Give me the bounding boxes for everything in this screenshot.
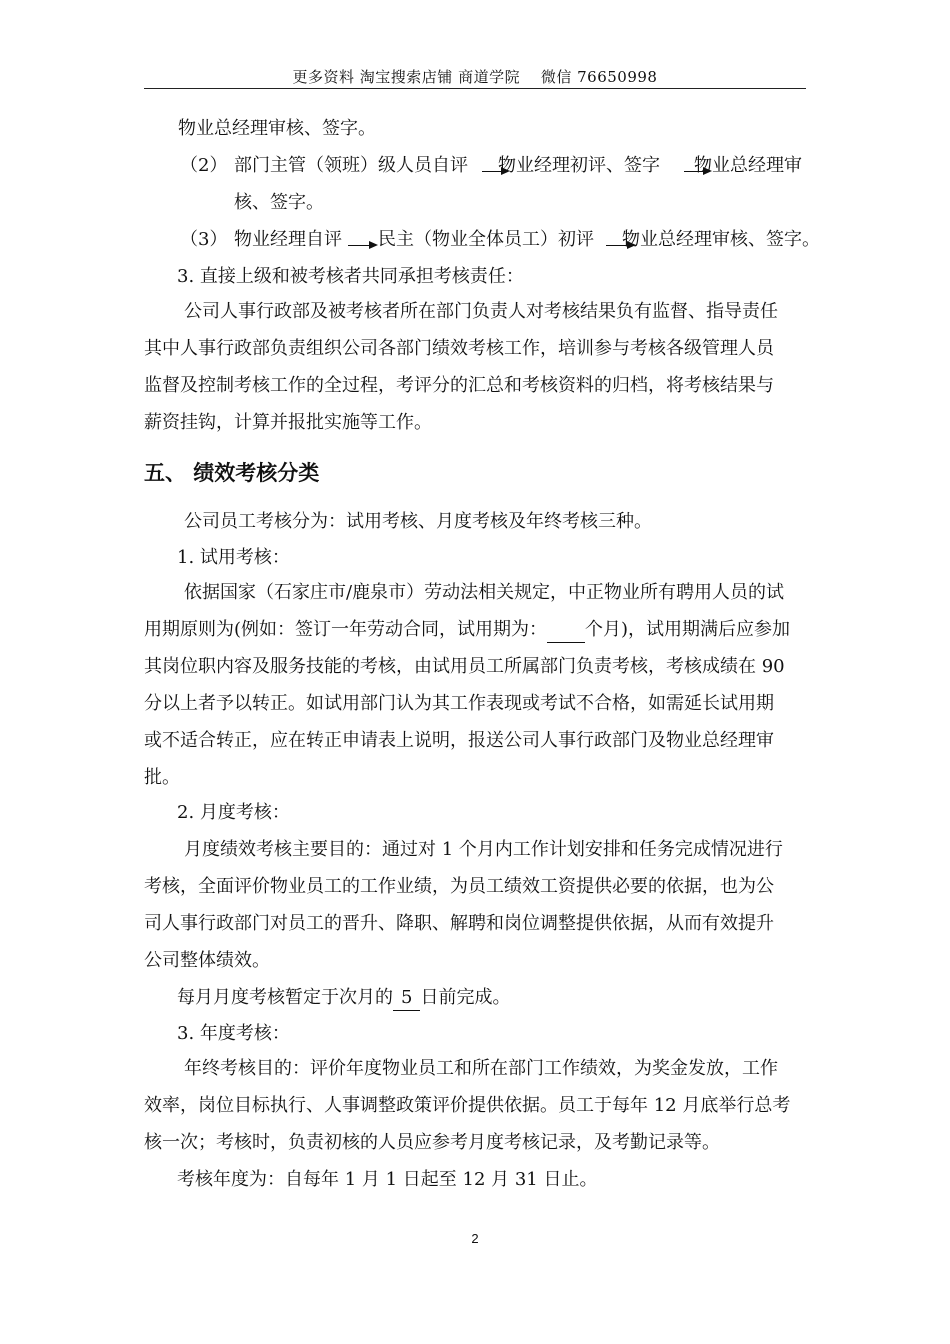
paragraph-line: 核一次；考核时，负责初核的人员应参考月度考核记录，及考勤记录等。: [144, 1132, 720, 1153]
text-line: 物业经理自评: [234, 229, 342, 250]
paragraph-line: 公司整体绩效。: [144, 950, 270, 971]
list-number: （3）: [180, 229, 228, 250]
numbered-item: 1. 试用考核：: [177, 547, 290, 568]
paragraph-line: 司人事行政部门对员工的晋升、降职、解聘和岗位调整提供依据，从而有效提升: [144, 913, 774, 934]
text-segment: 用期原则为(例如：签订一年劳动合同，试用期为：: [144, 619, 548, 640]
paragraph-line: [144, 618, 790, 643]
paragraph-line: 公司人事行政部及被考核者所在部门负责人对考核结果负有监督、指导责任: [184, 301, 778, 322]
underlined-value: 5: [393, 986, 420, 1011]
paragraph-line: 考核，全面评价物业员工的工作业绩，为员工绩效工资提供必要的依据，也为公: [144, 876, 774, 897]
numbered-item: 3. 年度考核：: [177, 1023, 290, 1044]
paragraph-line: 其岗位职内容及服务技能的考核，由试用员工所属部门负责考核，考核成绩在 90: [144, 656, 785, 677]
paragraph-line: 月度绩效考核主要目的：通过对 1 个月内工作计划安排和任务完成情况进行: [184, 839, 783, 860]
text-line: 物业总经理审: [694, 155, 802, 176]
paragraph-line: [177, 986, 510, 1011]
paragraph-line: 其中人事行政部负责组织公司各部门绩效考核工作，培训参与考核各级管理人员: [144, 338, 774, 359]
paragraph-line: 监督及控制考核工作的全过程，考评分的汇总和考核资料的归档，将考核结果与: [144, 375, 774, 396]
paragraph-line: 薪资挂钩，计算并报批实施等工作。: [144, 412, 432, 433]
header-divider: [144, 88, 806, 89]
paragraph-line: 年终考核目的：评价年度物业员工和所在部门工作绩效，为奖金发放，工作: [184, 1058, 778, 1079]
paragraph-line: 考核年度为：自每年 1 月 1 日起至 12 月 31 日止。: [177, 1169, 598, 1190]
text-line: 民主（物业全体员工）初评: [378, 229, 594, 250]
arrow-right-icon: [348, 240, 378, 250]
blank-field: [547, 618, 585, 643]
numbered-item: 3. 直接上级和被考核者共同承担考核责任：: [177, 266, 524, 287]
list-number: （2）: [180, 155, 228, 176]
text-line: 物业经理初评、签字: [498, 155, 660, 176]
paragraph-line: 分以上者予以转正。如试用部门认为其工作表现或考试不合格，如需延长试用期: [144, 693, 774, 714]
paragraph-line: 效率，岗位目标执行、人事调整政策评价提供依据。员工于每年 12 月底举行总考: [144, 1095, 791, 1116]
paragraph-line: 或不适合转正，应在转正申请表上说明，报送公司人事行政部门及物业总经理审: [144, 730, 774, 751]
page-number: 2: [471, 1231, 479, 1246]
text-line: 物业总经理审核、签字。: [178, 118, 376, 139]
page-header: 更多资料 淘宝搜索店铺 商道学院 微信 76650998: [292, 68, 658, 86]
text-segment: 日前完成。: [420, 987, 511, 1008]
text-segment: 个月)，试用期满后应参加: [585, 619, 791, 640]
text-line: 物业总经理审核、签字。: [622, 229, 820, 250]
paragraph-line: 公司员工考核分为：试用考核、月度考核及年终考核三种。: [184, 511, 652, 532]
text-line: 部门主管（领班）级人员自评: [234, 155, 468, 176]
paragraph-line: 批。: [144, 767, 180, 788]
text-line: 核、签字。: [234, 192, 324, 213]
paragraph-line: 依据国家（石家庄市/鹿泉市）劳动法相关规定，中正物业所有聘用人员的试: [184, 582, 785, 603]
text-segment: 每月月度考核暂定于次月的: [177, 987, 393, 1008]
section-heading: 五、 绩效考核分类: [144, 461, 320, 485]
numbered-item: 2. 月度考核：: [177, 802, 290, 823]
